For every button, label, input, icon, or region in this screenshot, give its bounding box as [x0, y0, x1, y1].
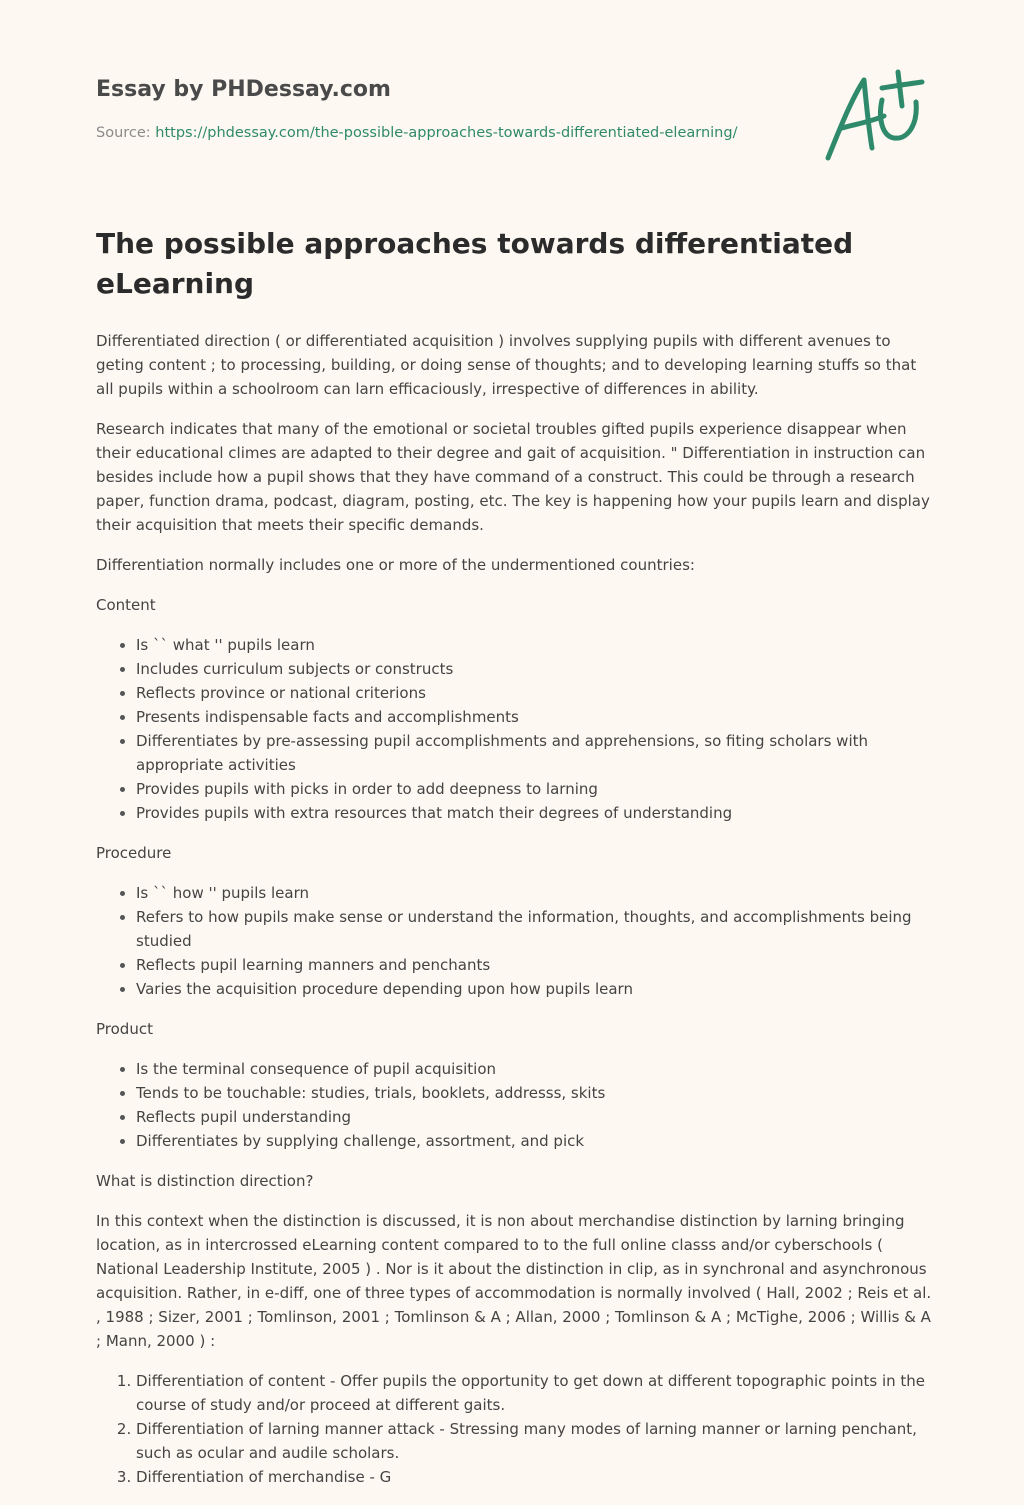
list-item: • Is `` how '' pupils learn — [136, 881, 932, 905]
list-item: • Reflects province or national criterions — [136, 681, 932, 705]
list-item: 3. Differentiation of merchandise - G — [136, 1465, 932, 1489]
paragraph-distinction: In this context when the distinction is discussed, it is non about merchandise distinction by larning bringing location, as in intercrossed eLearning content compared to to the full online classs and/or cyberschools ( National Leadership Institute, 2005 ) . Nor is it about the distinction in clip, as in synchronal and asynchronous acquisition. Rather, in e-diff, one of three types of accommodation is normally involved ( Hall, 2002 ; Reis et al. , 1988 ; Sizer, 2001 ; Tomlinson, 2001 ; Tomlinson & A ; Allan, 2000 ; Tomlinson & A ; McTighe, 2006 ; Willis & A ; Mann, 2000 ) : — [96, 1212, 932, 1350]
list-item: • Reflects pupil learning manners and penchants — [136, 953, 932, 977]
list-item: • Is `` what '' pupils learn — [136, 633, 932, 657]
question-heading: What is distinction direction? — [96, 1172, 314, 1190]
list-item: • Differentiates by pre-assessing pupil accomplishments and apprehensions, so fiting scholars with appropriate activities — [136, 729, 932, 777]
list-item: • Includes curriculum subjects or constructs — [136, 657, 932, 681]
list-item: • Tends to be touchable: studies, trials, booklets, addresss, skits — [136, 1081, 932, 1105]
numbered-list — [96, 1369, 932, 1489]
paragraph-intro: Differentiated direction ( or differentiated acquisition ) involves supplying pupils with different avenues to geting content ; to processing, building, or doing sense of thoughts; and to developing learning stuffs so that all pupils within a schoolroom can larn efficaciously, irrespective of differences in ability. — [96, 332, 917, 398]
product-heading: Product — [96, 1020, 153, 1038]
essay-title: The possible approaches towards differentiated eLearning — [96, 227, 854, 300]
source-line — [96, 123, 796, 143]
list-item: 1. Differentiation of content - Offer pupils the opportunity to get down at different topographic points in the course of study and/or proceed at different gaits. — [136, 1369, 932, 1417]
procedure-heading: Procedure — [96, 844, 172, 862]
list-item: • Differentiates by supplying challenge, assortment, and pick — [136, 1129, 932, 1153]
essay-content — [96, 224, 932, 1505]
list-item: • Presents indispensable facts and accomplishments — [136, 705, 932, 729]
paragraph-research: Research indicates that many of the emotional or societal troubles gifted pupils experience disappear when their educational climes are adapted to their degree and gait of acquisition. " Differentiation in instruction can besides include how a pupil shows that they have command of a construct. This could be through a research paper, function drama, podcast, diagram, posting, etc. The key is happening how your pupils learn and display their acquisition that meets their specific demands. — [96, 420, 930, 534]
site-title: Essay by PHDessay.com — [96, 77, 391, 102]
page-header — [96, 74, 796, 143]
source-link[interactable]: https://phdessay.com/the-possible-approaches-towards-differentiated-elearning/ — [155, 125, 738, 141]
list-item: • Varies the acquisition procedure depending upon how pupils learn — [136, 977, 932, 1001]
source-label: Source: — [96, 125, 151, 141]
list-item: • Is the terminal consequence of pupil acquisition — [136, 1057, 932, 1081]
paragraph-areas: Differentiation normally includes one or more of the undermentioned countries: — [96, 556, 695, 574]
list-item: • Provides pupils with picks in order to add deepness to larning — [136, 777, 932, 801]
product-list — [96, 1057, 932, 1153]
list-item: • Refers to how pupils make sense or understand the information, thoughts, and accomplishments being studied — [136, 905, 932, 953]
a-plus-logo-icon — [818, 66, 930, 166]
list-item: • Provides pupils with extra resources that match their degrees of understanding — [136, 801, 932, 825]
content-list — [96, 633, 932, 825]
procedure-list — [96, 881, 932, 1001]
content-heading: Content — [96, 596, 156, 614]
list-item: • Reflects pupil understanding — [136, 1105, 932, 1129]
list-item: 2. Differentiation of larning manner attack - Stressing many modes of larning manner or larning penchant, such as ocular and audile scholars. — [136, 1417, 932, 1465]
